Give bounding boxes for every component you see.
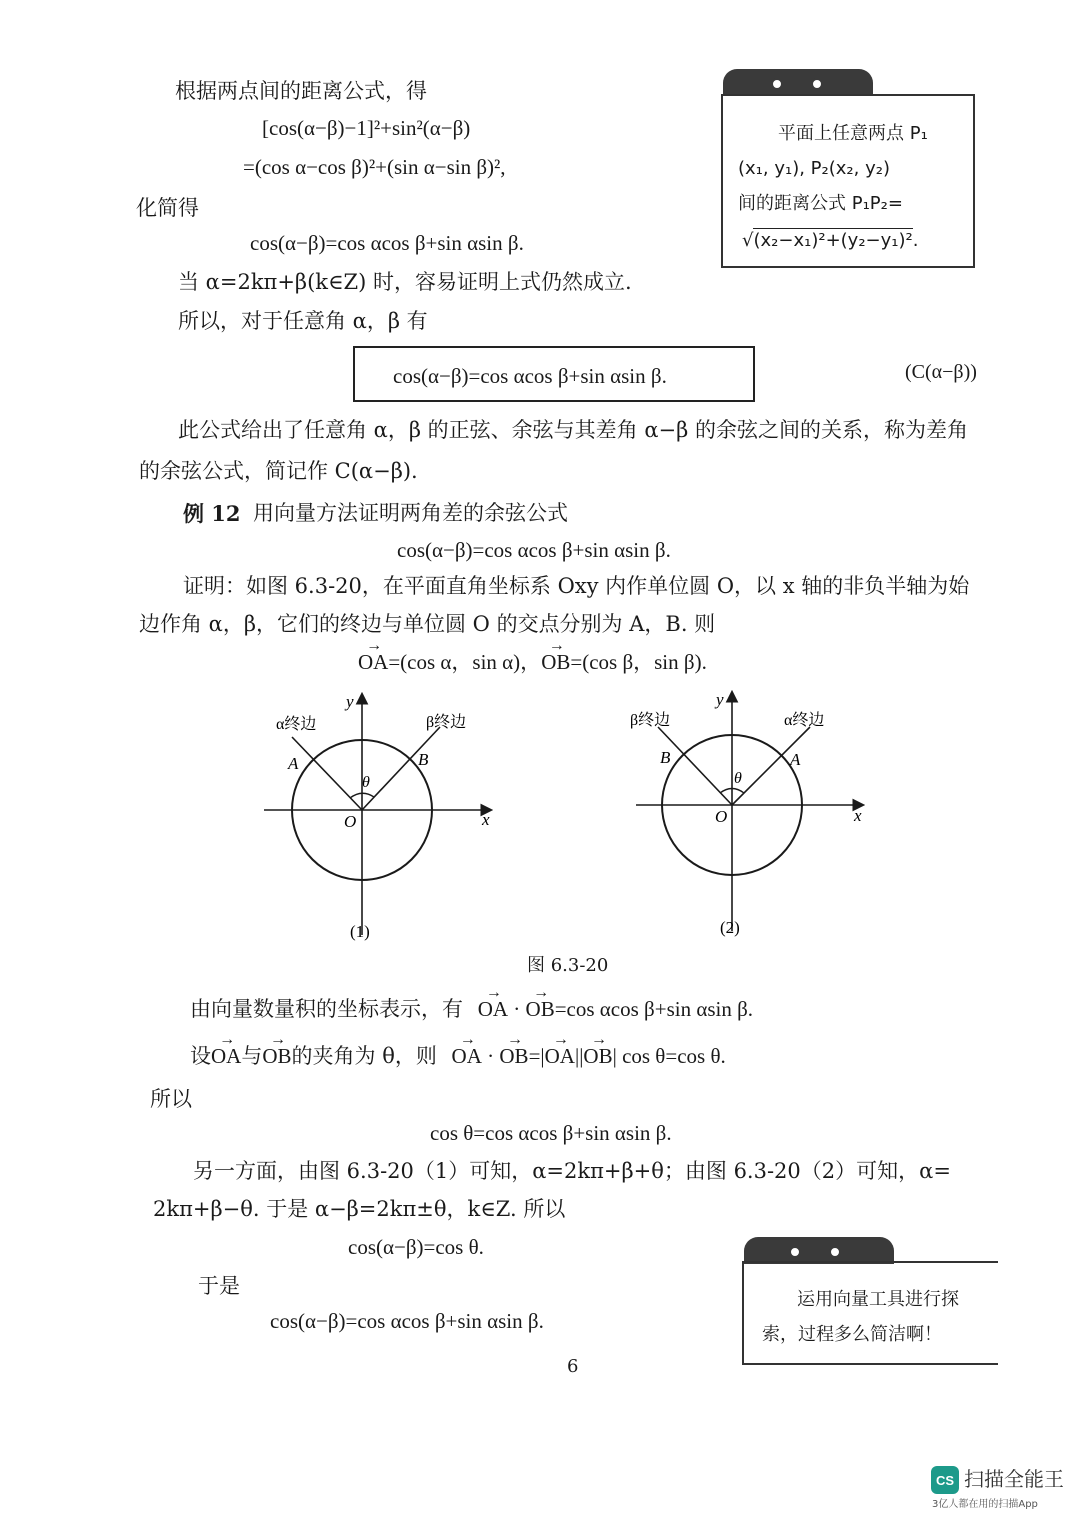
page-number: 6: [567, 1356, 579, 1377]
dot-result: | cos θ=cos θ.: [612, 1044, 726, 1068]
sidebar-note-2: [742, 1261, 998, 1365]
vector-oa: → OA: [211, 1046, 241, 1067]
watermark-tagline: 3亿人都在用的扫描App: [932, 1499, 1038, 1510]
text-frag: 的夹角为 θ，则: [291, 1044, 437, 1068]
alpha-side-label: α终边: [784, 712, 825, 729]
equals: =: [528, 1044, 541, 1068]
alpha-side-label: α终边: [276, 716, 317, 733]
root-body: (x₂−x₁)²+(y₂−y₁)²: [753, 230, 913, 251]
dot-expr: [478, 997, 753, 1021]
formula-line: cos(α−β)=cos θ.: [348, 1235, 484, 1259]
dot-expr: [452, 1044, 726, 1068]
figure-unit-circle-1: [250, 685, 510, 945]
note-line: 索，过程多么简洁啊！: [762, 1324, 942, 1345]
origin-label: O: [715, 807, 728, 826]
beta-side-label: β终边: [426, 714, 467, 731]
formula-line: cos(α−β)=cos αcos β+sin αsin β.: [250, 231, 524, 255]
formula-line: [cos(α−β)−1]²+sin²(α−β): [262, 116, 471, 140]
text-line: 根据两点间的距离公式，得: [175, 79, 427, 103]
text-line: 2kπ+β−θ. 于是 α−β=2kπ±θ，k∈Z. 所以: [153, 1197, 566, 1221]
sqrt-sign: √: [742, 230, 754, 251]
text-line: 所以: [150, 1087, 192, 1111]
text-line: 化简得: [136, 196, 199, 220]
origin-label: O: [344, 812, 357, 831]
point-b-label: B: [418, 750, 429, 769]
example-label: 例 12: [183, 501, 241, 526]
vector-ob: → OB: [583, 1046, 612, 1067]
abs-bar: |: [579, 1044, 584, 1068]
watermark-brand: 扫描全能王: [964, 1467, 1064, 1491]
point-a-label: A: [288, 754, 299, 773]
figure-unit-circle-2: [618, 683, 878, 943]
vector-ob: → OB: [499, 1046, 528, 1067]
formula-line: cos(α−β)=cos αcos β+sin αsin β.: [270, 1309, 544, 1333]
text-line: [190, 999, 753, 1020]
formula-line: cos θ=cos αcos β+sin αsin β.: [430, 1121, 672, 1145]
text-line: 另一方面，由图 6.3-20（1）可知，α=2kπ+β+θ；由图 6.3-20（2）可知，α=: [193, 1159, 951, 1183]
dot-intro: 由向量数量积的坐标表示，有: [190, 997, 463, 1021]
scanner-logo-icon: CS: [931, 1466, 959, 1494]
note-line: 平面上任意两点 P₁: [778, 123, 928, 144]
text-line: [190, 1046, 726, 1067]
figure-caption: (2): [720, 918, 740, 937]
text-line: 所以，对于任意角 α，β 有: [178, 309, 428, 333]
vector-ob: → OB: [541, 652, 570, 673]
abs-bar: |: [540, 1044, 545, 1068]
text-line: 证明：如图 6.3-20，在平面直角坐标系 Oxy 内作单位圆 O，以 x 轴的非负半轴为始: [183, 574, 970, 598]
text-line: 边作角 α，β，它们的终边与单位圆 O 的交点分别为 A，B. 则: [139, 612, 716, 636]
root-end: .: [912, 230, 919, 251]
beta-side-label: β终边: [630, 712, 671, 729]
dot-operator: ·: [513, 997, 521, 1021]
note-line: (x₁, y₁), P₂(x₂, y₂): [738, 158, 890, 179]
theta-label: θ: [734, 770, 742, 787]
vector-oa: → OA: [478, 999, 508, 1020]
formula-tag: (C(α−β)): [905, 361, 977, 383]
y-label: y: [346, 692, 354, 711]
figure-caption: (1): [350, 922, 370, 941]
text-line: 当 α=2kπ+β(k∈Z) 时，容易证明上式仍然成立.: [178, 270, 632, 294]
vector-oa: → OA: [452, 1046, 482, 1067]
abs-bar: |: [574, 1044, 580, 1068]
vector-ob: → OB: [526, 999, 555, 1020]
dot-operator: ·: [487, 1044, 495, 1068]
note-line: 运用向量工具进行探: [797, 1289, 959, 1310]
point-a-label: A: [790, 750, 801, 769]
point-b-label: B: [660, 748, 671, 767]
note-tab: [723, 69, 873, 97]
vector-oa: → OA: [358, 652, 388, 673]
vector-ob-value: =(cos β，sin β).: [570, 650, 707, 674]
vector-oa-value: =(cos α，sin α)，: [388, 650, 542, 674]
text-frag: 设: [190, 1044, 211, 1068]
note-line: 间的距离公式 P₁P₂=: [738, 193, 903, 214]
theta-label: θ: [362, 774, 370, 791]
text-line: 此公式给出了任意角 α，β 的正弦、余弦与其差角 α−β 的余弦之间的关系，称为差角: [178, 418, 968, 442]
figure-title: 图 6.3-20: [527, 955, 609, 976]
text-line: 于是: [198, 1274, 240, 1298]
formula-line: cos(α−β)=cos αcos β+sin αsin β.: [397, 538, 671, 562]
note-tab: [744, 1237, 894, 1264]
note-line-root: [742, 232, 918, 250]
text-frag: 与: [241, 1044, 263, 1068]
example-title: 用向量方法证明两角差的余弦公式: [253, 501, 568, 525]
vector-oa: → OA: [545, 1046, 575, 1067]
boxed-formula: cos(α−β)=cos αcos β+sin αsin β.: [393, 364, 667, 388]
vector-ob: → OB: [262, 1046, 291, 1067]
x-label: x: [482, 810, 490, 829]
vector-line: [358, 652, 707, 673]
formula-line: =(cos α−cos β)²+(sin α−sin β)²,: [243, 155, 506, 179]
dot-result: =cos αcos β+sin αsin β.: [554, 997, 754, 1021]
text-line: 的余弦公式，简记作 C(α−β).: [139, 459, 418, 483]
y-label: y: [716, 690, 724, 709]
x-label: x: [854, 806, 862, 825]
